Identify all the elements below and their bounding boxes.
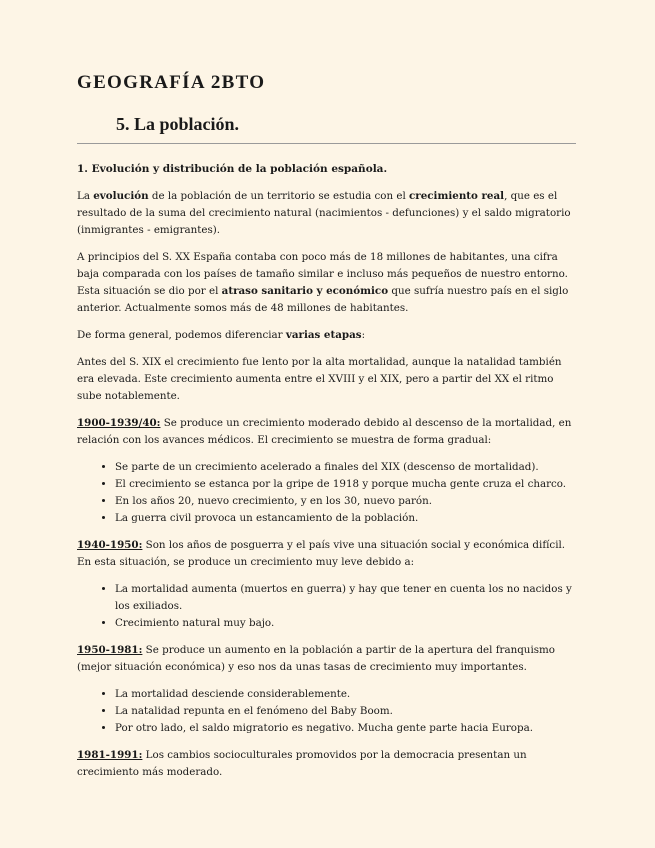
- period-label: 1900-1939/40:: [77, 417, 161, 429]
- text-run: De forma general, podemos diferenciar: [77, 329, 286, 341]
- document-subtitle: 5. La población.: [116, 114, 240, 134]
- list-item: • El crecimiento se estanca por la gripe de 1918 y porque mucha gente cruza el charco.: [115, 476, 579, 493]
- list-item: • Crecimiento natural muy bajo.: [115, 615, 579, 632]
- bold-term-varias-etapas: varias etapas: [285, 329, 362, 341]
- paragraph-stages-intro: [77, 327, 579, 344]
- text-run: que sufría nuestro país en el siglo anterior. Actualmente somos más de 48 millones de habitantes.: [77, 285, 569, 314]
- period-text: Los cambios socioculturales promovidos por la democracia presentan un crecimiento más moderado.: [77, 749, 527, 778]
- list-item: • La guerra civil provoca un estancamiento de la población.: [115, 510, 579, 527]
- list-item: • Se parte de un crecimiento acelerado a finales del XIX (descenso de mortalidad).: [115, 459, 579, 476]
- bold-term-crecimiento-real: crecimiento real: [409, 190, 505, 202]
- period-1940-1950-list: [77, 581, 579, 632]
- period-text: Son los años de posguerra y el país vive una situación social y económica difícil. En esta situación, se produce un crecimiento muy leve debido a:: [77, 539, 566, 568]
- period-label: 1950-1981:: [77, 644, 143, 656]
- text-run: de la población de un territorio se estudia con el: [148, 190, 410, 202]
- paragraph-before-xix: Antes del S. XIX el crecimiento fue lento por la alta mortalidad, aunque la natalidad también era elevada. Este crecimiento aumenta entre el XVIII y el XIX, pero a partir del XX el ritmo sube notablemente.: [77, 356, 562, 402]
- section-heading: 1. Evolución y distribución de la población española.: [77, 163, 388, 175]
- header-divider: [77, 143, 576, 144]
- list-item: • La mortalidad aumenta (muertos en guerra) y hay que tener en cuenta los no nacidos y los exiliados.: [115, 581, 579, 615]
- text-run: , que es el resultado de la suma del crecimiento natural (nacimientos - defunciones) y el saldo migratorio (inmigrantes - emigrantes).: [77, 190, 571, 236]
- bold-term-atraso: atraso sanitario y económico: [221, 285, 389, 297]
- period-text: Se produce un crecimiento moderado debido al descenso de la mortalidad, en relación con los avances médicos. El crecimiento se muestra de forma gradual:: [77, 417, 572, 446]
- bold-term-evolucion: evolución: [93, 190, 149, 202]
- text-run: La: [77, 190, 94, 202]
- document-title: GEOGRAFÍA 2BTO: [77, 72, 266, 93]
- paragraph-evolution: [77, 188, 579, 239]
- list-item: • Por otro lado, el saldo migratorio es negativo. Mucha gente parte hacia Europa.: [115, 720, 579, 737]
- period-1900-1940-list: [77, 459, 579, 527]
- period-1981-1991: [77, 747, 579, 781]
- list-item: • En los años 20, nuevo crecimiento, y en los 30, nuevo parón.: [115, 493, 579, 510]
- text-run: :: [361, 329, 366, 341]
- period-1950-1981-list: [77, 686, 579, 737]
- document-body: [77, 161, 579, 791]
- paragraph-early-xx: [77, 249, 579, 317]
- period-text: Se produce un aumento en la población a partir de la apertura del franquismo (mejor situación económica) y eso nos da unas tasas de crecimiento muy importantes.: [77, 644, 555, 673]
- period-1940-1950: [77, 537, 579, 571]
- text-run: A principios del S. XX España contaba con poco más de 18 millones de habitantes, una cifra baja comparada con los países de tamaño similar e incluso más pequeños de nuestro entorno. Esta situación se dio por el: [77, 251, 568, 297]
- period-label: 1981-1991:: [77, 749, 143, 761]
- period-1950-1981: [77, 642, 579, 676]
- list-item: • La mortalidad desciende considerablemente.: [115, 686, 579, 703]
- list-item: • La natalidad repunta en el fenómeno del Baby Boom.: [115, 703, 579, 720]
- period-label: 1940-1950:: [77, 539, 143, 551]
- period-1900-1940: [77, 415, 579, 449]
